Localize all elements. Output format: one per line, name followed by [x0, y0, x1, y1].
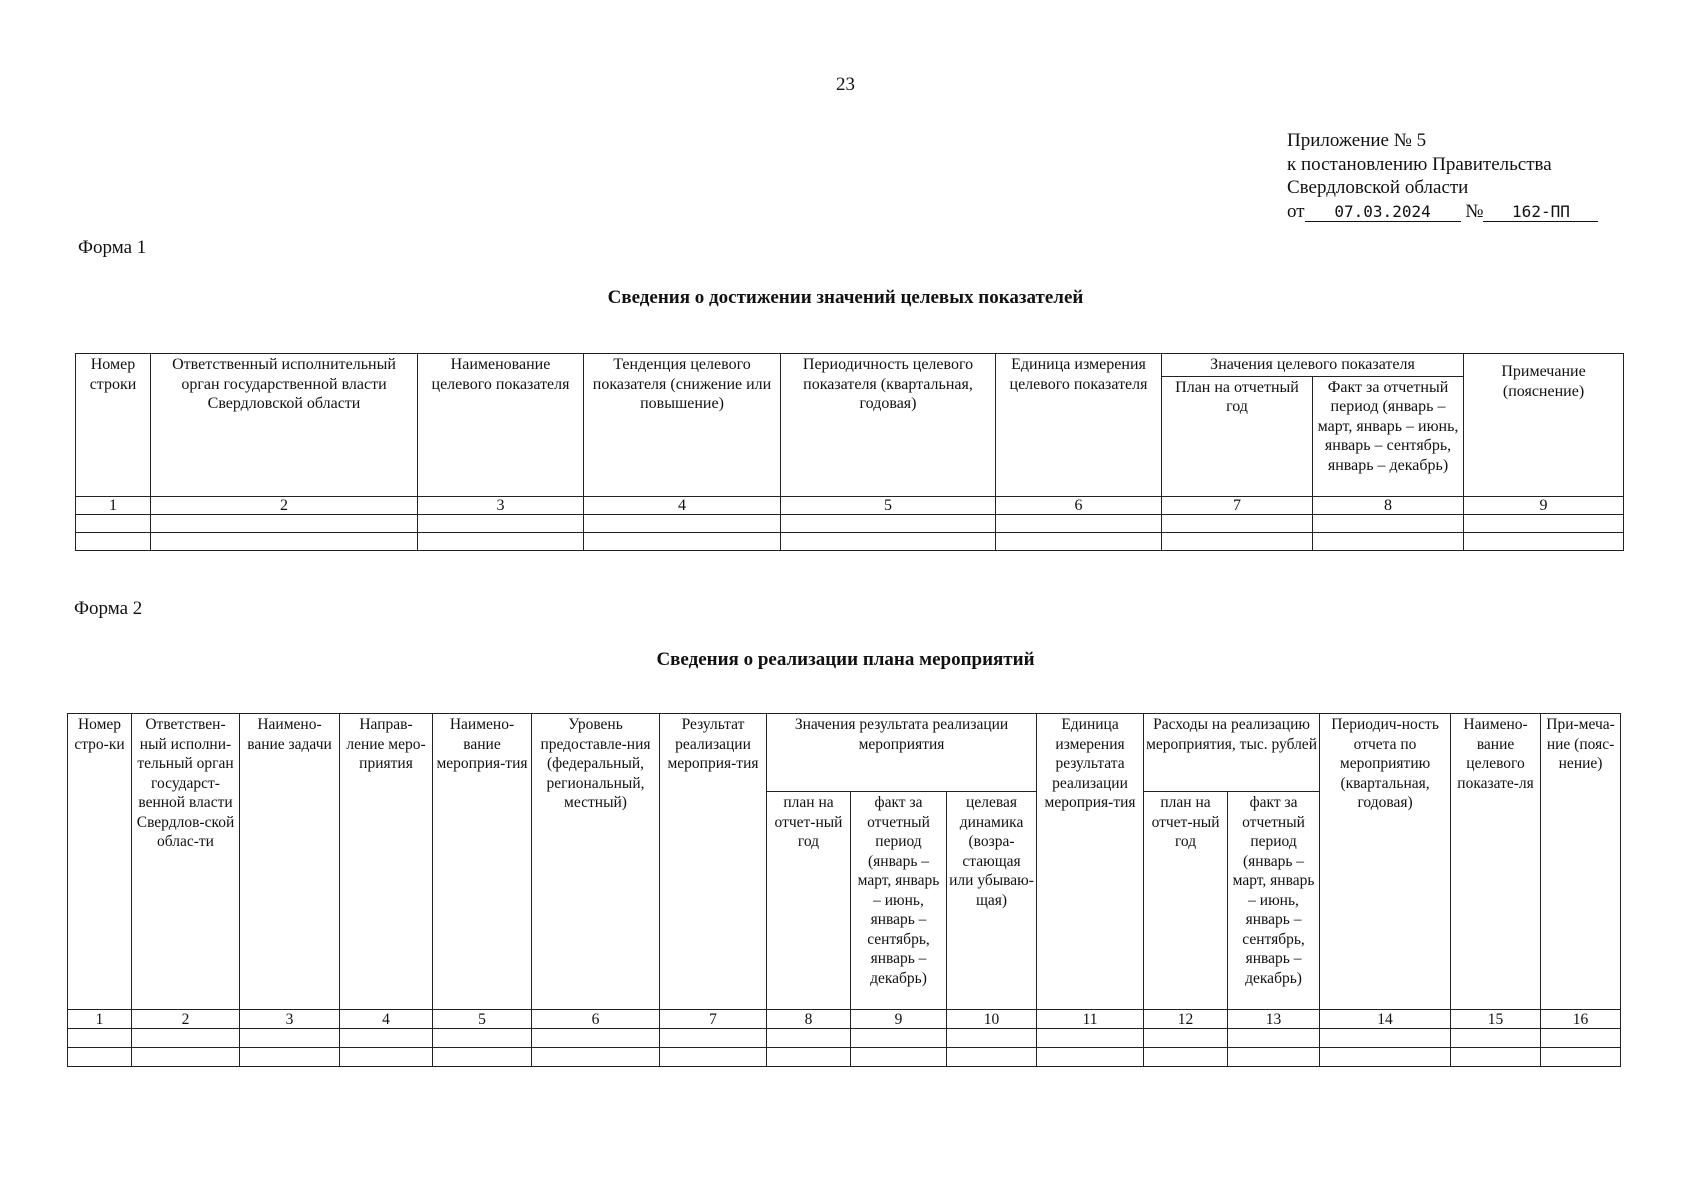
form2-table: [67, 713, 1621, 1067]
form2-header-indicator-name: Наимено-вание целевого показате-ля: [1451, 714, 1541, 1010]
form2-header-unit: Единица измерения результата реализации мероприя-тия: [1037, 714, 1144, 1010]
form1-header-executive-body: Ответственный исполнительный орган государственной власти Свердловской области: [151, 354, 418, 497]
form1-header-row-number: Номер строки: [76, 354, 151, 497]
form2-colnum: 11: [1037, 1010, 1144, 1029]
form1-empty-row: [76, 532, 1624, 550]
form1-colnum: 2: [151, 496, 418, 514]
form2-colnum: 15: [1451, 1010, 1541, 1029]
number-prefix: №: [1465, 200, 1484, 222]
form2-header-expenses-group: Расходы на реализацию мероприятия, тыс. рублей: [1144, 714, 1320, 792]
form2-label: Форма 2: [74, 598, 143, 619]
form2-colnum: 1: [68, 1010, 132, 1029]
form2-colnum: 10: [947, 1010, 1037, 1029]
appendix-line-1: Приложение № 5: [1287, 130, 1427, 151]
form2-header-row-number: Номер стро-ки: [68, 714, 132, 1010]
form2-colnum: 14: [1320, 1010, 1451, 1029]
form2-colnum: 7: [660, 1010, 767, 1029]
form2-header-dynamics: целевая динамика (возра-стающая или убываю-щая): [947, 792, 1037, 1010]
appendix-date-line: [1287, 200, 1598, 224]
form2-colnum: 6: [532, 1010, 660, 1029]
form2-header-executive-body: Ответствен-ный исполни-тельный орган государст-венной власти Свердлов-ской облас-ти: [132, 714, 240, 1010]
form2-header-values-group: Значения результата реализации мероприятия: [767, 714, 1037, 792]
form1-label: Форма 1: [78, 237, 147, 258]
form2-header-expenses-fact: факт за отчетный период (январь – март, январь – июнь, январь – сентябрь, январь – декабрь): [1228, 792, 1320, 1010]
form1-header-note: Примечание (пояснение): [1464, 354, 1624, 497]
form2-header-expenses-plan: план на отчет-ный год: [1144, 792, 1228, 1010]
form2-colnum: 5: [433, 1010, 532, 1029]
form1-colnum: 8: [1313, 496, 1464, 514]
form2-header-plan: план на отчет-ный год: [767, 792, 851, 1010]
form1-colnum: 1: [76, 496, 151, 514]
form1-header-fact: Факт за отчетный период (январь – март, январь – июнь, январь – сентябрь, январь – декабрь): [1313, 376, 1464, 496]
form1-colnum: 3: [418, 496, 584, 514]
form2-colnum: 12: [1144, 1010, 1228, 1029]
form2-header-event-name: Наимено-вание мероприя-тия: [433, 714, 532, 1010]
form1-empty-row: [76, 514, 1624, 532]
form2-title: Сведения о реализации плана мероприятий: [656, 649, 1035, 670]
appendix-line-3: Свердловской области: [1287, 177, 1469, 198]
form2-colnum: 16: [1541, 1010, 1621, 1029]
form2-header-direction: Направ-ление меро-приятия: [340, 714, 433, 1010]
form2-colnum: 3: [240, 1010, 340, 1029]
form2-colnum: 2: [132, 1010, 240, 1029]
form1-title: Сведения о достижении значений целевых показателей: [607, 287, 1084, 308]
form1-colnum: 4: [584, 496, 781, 514]
form2-header-result: Результат реализации мероприя-тия: [660, 714, 767, 1010]
date-value: 07.03.2024: [1305, 203, 1461, 222]
form2-header-report-periodicity: Периодич-ность отчета по мероприятию (квартальная, годовая): [1320, 714, 1451, 1010]
form2-empty-row: [68, 1029, 1621, 1048]
form1-header-periodicity: Периодичность целевого показателя (квартальная, годовая): [781, 354, 996, 497]
form1-header-values-group: Значения целевого показателя: [1162, 354, 1464, 377]
appendix-block: [1287, 129, 1598, 223]
form1-colnum: 7: [1162, 496, 1313, 514]
form2-header-level: Уровень предоставле-ния (федеральный, региональный, местный): [532, 714, 660, 1010]
form1-table: [75, 353, 1624, 551]
form2-colnum: 9: [851, 1010, 947, 1029]
form2-empty-row: [68, 1048, 1621, 1067]
form1-colnum: 5: [781, 496, 996, 514]
form1-colnum: 9: [1464, 496, 1624, 514]
date-prefix: от: [1287, 200, 1305, 222]
form2-header-note: При-меча-ние (пояс-нение): [1541, 714, 1621, 1010]
form1-header-unit: Единица измерения целевого показателя: [996, 354, 1162, 497]
number-value: 162-ПП: [1483, 203, 1598, 222]
form1-header-indicator-name: Наименование целевого показателя: [418, 354, 584, 497]
form2-colnum: 8: [767, 1010, 851, 1029]
form2-header-task-name: Наимено-вание задачи: [240, 714, 340, 1010]
form1-header-plan: План на отчетный год: [1162, 376, 1313, 496]
form1-header-trend: Тенденция целевого показателя (снижение или повышение): [584, 354, 781, 497]
appendix-line-2: к постановлению Правительства: [1287, 153, 1552, 175]
form1-colnum: 6: [996, 496, 1162, 514]
page-number: 23: [836, 74, 855, 95]
form2-colnum: 13: [1228, 1010, 1320, 1029]
form2-colnum: 4: [340, 1010, 433, 1029]
form2-header-fact: факт за отчетный период (январь – март, январь – июнь, январь – сентябрь, январь – декабрь): [851, 792, 947, 1010]
